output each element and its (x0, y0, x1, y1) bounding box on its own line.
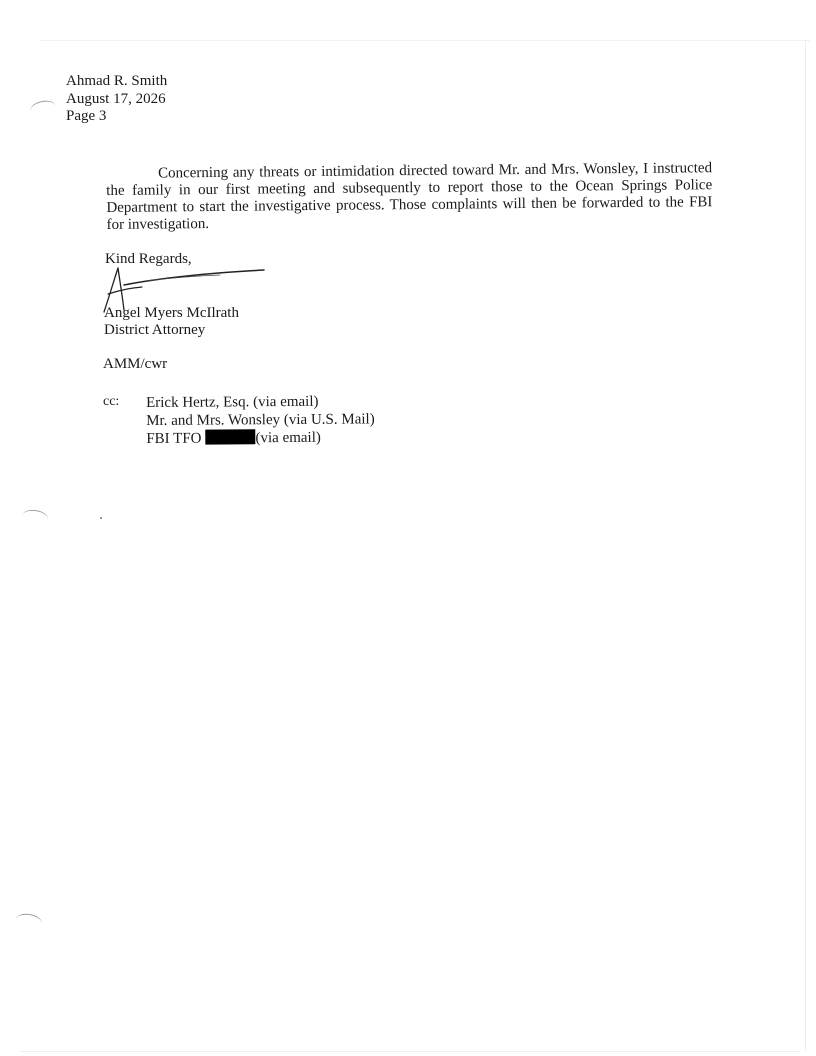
cc-recipient-prefix: FBI TFO (146, 430, 202, 447)
cc-recipient: Mr. and Mrs. Wonsley (via U.S. Mail) (146, 410, 375, 429)
punch-mark-bottom (15, 912, 43, 931)
header-date: August 17, 2026 (66, 90, 166, 107)
scan-speck (100, 517, 102, 519)
redaction-bar (205, 429, 255, 444)
header-page-number: Page 3 (66, 108, 107, 124)
cc-recipient: Erick Hertz, Esq. (via email) (146, 393, 319, 411)
punch-mark-middle (21, 508, 49, 526)
body-paragraph: Concerning any threats or intimidation directed toward Mr. and Mrs. Wonsley, I instructed the family in our first meeting and subsequently to report those to the Ocean Springs Police Department to start the investigative process. Those complaints will then be forwarded to the FBI for investigation. (106, 160, 713, 233)
scan-edge-bottom (20, 1051, 800, 1052)
header-recipient: Ahmad R. Smith (66, 73, 168, 89)
cc-recipient-suffix: (via email) (255, 429, 321, 447)
scan-edge-right (805, 40, 806, 1050)
cc-recipient-list (146, 393, 375, 448)
punch-mark-top (29, 98, 58, 118)
signature-block (104, 305, 239, 339)
cc-label: cc: (103, 394, 120, 409)
page-header (66, 73, 167, 126)
signer-title: District Attorney (104, 322, 206, 338)
scan-edge-top (40, 40, 810, 41)
closing-salutation: Kind Regards, (105, 251, 192, 267)
signer-name: Angel Myers McIlrath (104, 305, 239, 321)
cc-recipient-redacted (146, 428, 375, 448)
typist-initials: AMM/cwr (103, 356, 168, 372)
